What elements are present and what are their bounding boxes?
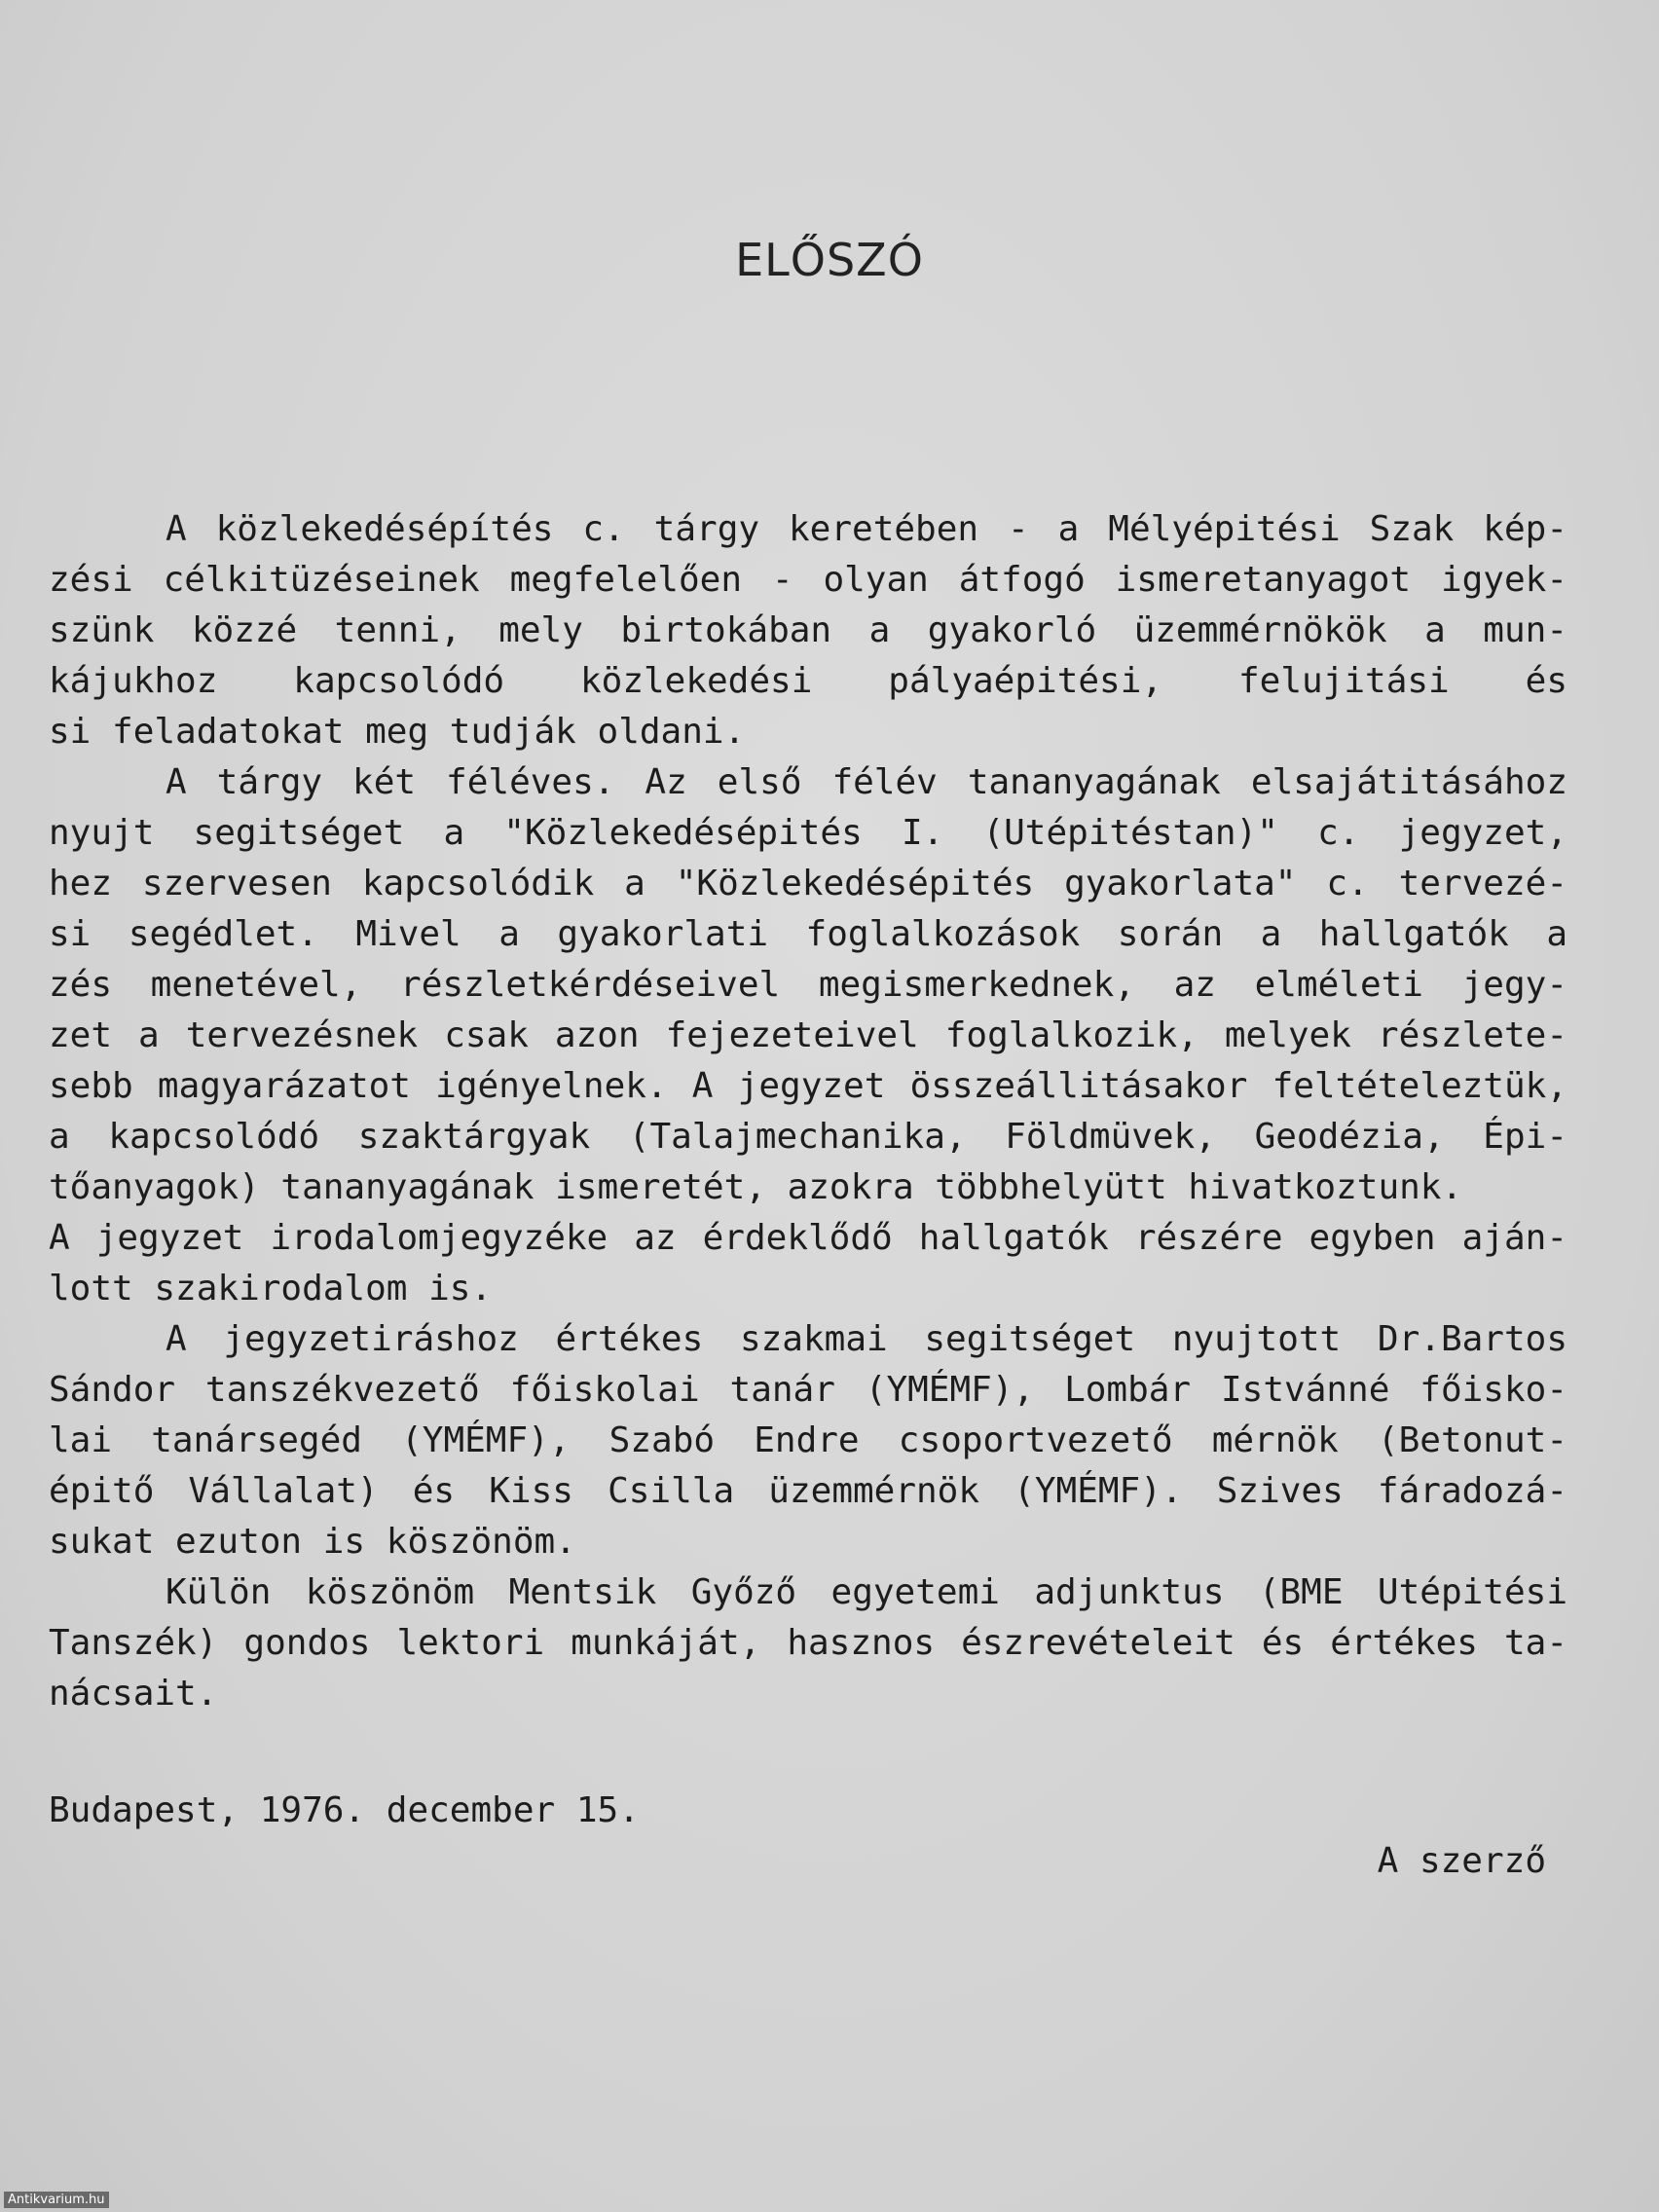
text-line: si segédlet. Mivel a gyakorlati foglalkozások során a hallgatók a (49, 914, 1567, 954)
text-line: A közlekedésépítés c. tárgy keretében - a Mélyépitési Szak kép- (166, 509, 1567, 549)
text-line: a kapcsolódó szaktárgyak (Talajmechanika, Földmüvek, Geodézia, Épi- (49, 1117, 1567, 1157)
text-line: Külön köszönöm Mentsik Győző egyetemi adjunktus (BME Utépitési (166, 1572, 1567, 1612)
text-line: kájukhoz kapcsolódó közlekedési pályaépitési, felujitási és (49, 661, 1567, 701)
author-signature: A szerző (1377, 1841, 1546, 1881)
text-line: A jegyzetiráshoz értékes szakmai segitséget nyujtott Dr.Bartos (166, 1319, 1567, 1359)
text-line: lott szakirodalom is. (49, 1269, 493, 1309)
text-line: Sándor tanszékvezető főiskolai tanár (YMÉMF), Lombár Istvánné főisko- (49, 1370, 1567, 1410)
text-line: hez szervesen kapcsolódik a "Közlekedésépités gyakorlata" c. tervezé- (49, 864, 1567, 903)
body-text (49, 504, 1567, 1719)
text-line: tőanyagok) tananyagának ismeretét, azokra többhelyütt hivatkoztunk. (49, 1167, 1463, 1207)
date-line: Budapest, 1976. december 15. (49, 1790, 640, 1830)
text-line: zet a tervezésnek csak azon fejezeteivel foglalkozik, melyek részlete- (49, 1015, 1567, 1055)
text-line: Tanszék) gondos lektori munkáját, hasznos észrevételeit és értékes ta- (49, 1623, 1567, 1663)
text-line: sebb magyarázatot igényelnek. A jegyzet összeállitásakor feltételeztük, (49, 1066, 1567, 1106)
text-line: nácsait. (49, 1674, 218, 1714)
text-line: zés menetével, részletkérdéseivel megismerkednek, az elméleti jegy- (49, 965, 1567, 1005)
text-line: épitő Vállalat) és Kiss Csilla üzemmérnök (YMÉMF). Szives fáradozá- (49, 1471, 1567, 1511)
text-line: szünk közzé tenni, mely birtokában a gyakorló üzemmérnökök a mun- (49, 610, 1567, 650)
text-line: A jegyzet irodalomjegyzéke az érdeklődő hallgatók részére egyben aján- (49, 1218, 1567, 1258)
text-line: A tárgy két féléves. Az első félév tananyagának elsajátitásához (166, 762, 1567, 802)
text-line: lai tanársegéd (YMÉMF), Szabó Endre csoportvezető mérnök (Betonut- (49, 1420, 1567, 1460)
text-line: nyujt segitséget a "Közlekedésépités I. (Utépitéstan)" c. jegyzet, (49, 813, 1567, 853)
text-line: sukat ezuton is köszönöm. (49, 1522, 576, 1562)
watermark: Antikvarium.hu (4, 2192, 109, 2208)
text-line: zési célkitüzéseinek megfelelően - olyan átfogó ismeretanyagot igyek- (49, 560, 1567, 600)
page-title: ELŐSZÓ (735, 234, 924, 286)
text-line: si feladatokat meg tudják oldani. (49, 712, 746, 752)
